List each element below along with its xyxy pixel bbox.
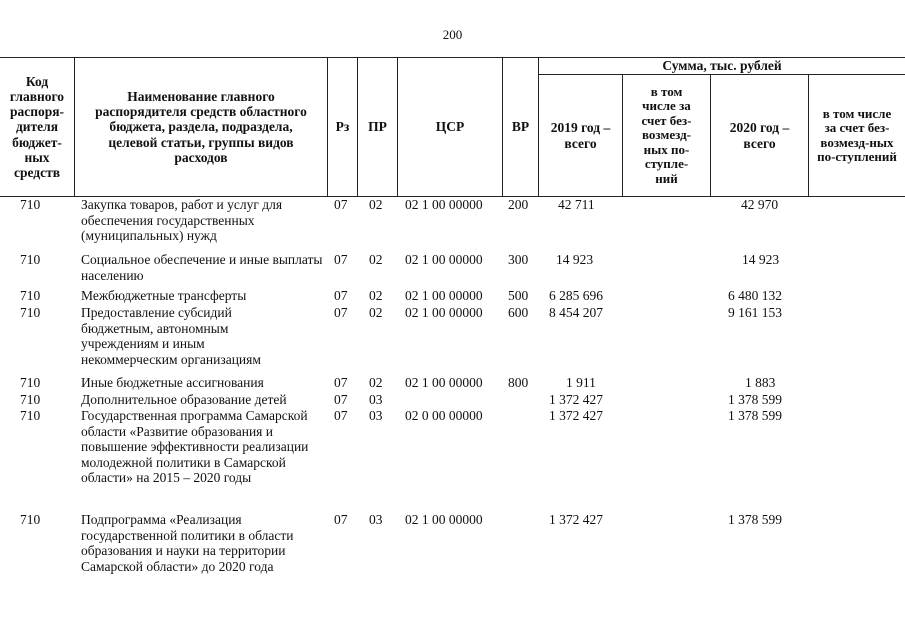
cell-pr: 02: [369, 197, 383, 212]
cell-code: 710: [20, 252, 41, 267]
cell-code: 710: [20, 375, 41, 390]
cell-rz: 07: [334, 305, 348, 320]
cell-2019-total: 1 372 427: [549, 408, 603, 423]
cell-name: Закупка товаров, работ и услуг для обеспечения государственных (муниципальных) нужд: [81, 197, 283, 243]
cell-csr: 02 1 00 00000: [405, 197, 483, 212]
cell-pr: 02: [369, 375, 383, 390]
cell-rz: 07: [334, 288, 348, 303]
header-2020-gratis: в том числе за счет без-возмезд-ных по-ступлений: [817, 105, 897, 164]
cell-2019-total: 8 454 207: [549, 305, 603, 320]
cell-csr: 02 1 00 00000: [405, 375, 483, 390]
cell-code: 710: [20, 392, 41, 407]
cell-name: Государственная программа Самарской области «Развитие образования и повышение эффективности реализации молодежной политики в Самарской области» на 2015 – 2020 годы: [81, 408, 309, 485]
cell-rz: 07: [334, 197, 348, 212]
cell-rz: 07: [334, 252, 348, 267]
cell-name: Иные бюджетные ассигнования: [81, 375, 264, 390]
table-row: [0, 288, 905, 305]
table-row: [0, 375, 905, 392]
header-name: Наименование главного распорядителя средств областного бюджета, раздела, подраздела, целевой статьи, группы видов расходов: [95, 88, 307, 165]
cell-code: 710: [20, 408, 41, 423]
cell-vr: 500: [508, 288, 529, 303]
cell-2020-total: 1 378 599: [728, 392, 782, 407]
table-row: [0, 512, 905, 592]
cell-pr: 02: [369, 288, 383, 303]
header-2019-gratis: в том числе за счет без-возмезд-ных по-ступле-ний: [641, 84, 692, 186]
header-rz: Рз: [335, 119, 350, 135]
cell-rz: 07: [334, 408, 348, 423]
cell-vr: 600: [508, 305, 529, 320]
cell-name: Социальное обеспечение и иные выплаты населению: [81, 252, 323, 283]
cell-rz: 07: [334, 512, 348, 527]
cell-2020-total: 14 923: [742, 252, 780, 267]
cell-vr: 200: [508, 197, 529, 212]
table-body: [0, 197, 905, 592]
table-row: [0, 252, 905, 288]
cell-2020-total: 1 378 599: [728, 408, 782, 423]
cell-name: Предоставление субсидий бюджетным, автономным учреждениям и иным некоммерческим организациям: [81, 305, 261, 367]
header-2020-total: 2020 год – всего: [729, 120, 790, 151]
cell-csr: 02 1 00 00000: [405, 288, 483, 303]
cell-2019-total: 1 372 427: [549, 512, 603, 527]
table-row: [0, 197, 905, 252]
table-row: [0, 408, 905, 512]
cell-code: 710: [20, 512, 41, 527]
page-number: 200: [442, 27, 463, 42]
cell-code: 710: [20, 197, 41, 212]
cell-csr: 02 1 00 00000: [405, 252, 483, 267]
header-pr: ПР: [368, 119, 387, 135]
cell-vr: 300: [508, 252, 529, 267]
cell-csr: 02 1 00 00000: [405, 305, 483, 320]
cell-2019-total: 1 911: [566, 375, 596, 390]
cell-pr: 03: [369, 512, 383, 527]
cell-pr: 02: [369, 252, 383, 267]
header-2019-total: 2019 год – всего: [550, 120, 611, 151]
table-row: [0, 392, 905, 408]
cell-name: Подпрограмма «Реализация государственной политики в области образования и науки на территории Самарской области» до 2020 года: [81, 512, 294, 574]
cell-csr: 02 1 00 00000: [405, 512, 483, 527]
cell-name: Дополнительное образование детей: [81, 392, 287, 407]
cell-2020-total: 9 161 153: [728, 305, 782, 320]
cell-2020-total: 42 970: [741, 197, 779, 212]
table-header: [0, 57, 905, 197]
header-csr: ЦСР: [435, 119, 465, 135]
cell-rz: 07: [334, 392, 348, 407]
cell-2019-total: 14 923: [556, 252, 594, 267]
header-sum-group: Сумма, тыс. рублей: [662, 57, 782, 73]
cell-pr: 02: [369, 305, 383, 320]
cell-2020-total: 6 480 132: [728, 288, 782, 303]
cell-code: 710: [20, 288, 41, 303]
cell-name: Межбюджетные трансферты: [81, 288, 247, 303]
cell-2019-total: 1 372 427: [549, 392, 603, 407]
cell-2019-total: 42 711: [558, 197, 595, 212]
cell-2019-total: 6 285 696: [549, 288, 603, 303]
cell-vr: 800: [508, 375, 529, 390]
cell-pr: 03: [369, 408, 383, 423]
cell-rz: 07: [334, 375, 348, 390]
cell-pr: 03: [369, 392, 383, 407]
cell-2020-total: 1 883: [745, 375, 776, 390]
cell-code: 710: [20, 305, 41, 320]
header-code: Код главного распоря-дителя бюджет-ных средств: [9, 73, 65, 180]
table-row: [0, 305, 905, 375]
header-vr: ВР: [511, 119, 530, 135]
cell-csr: 02 0 00 00000: [405, 408, 483, 423]
cell-2020-total: 1 378 599: [728, 512, 782, 527]
